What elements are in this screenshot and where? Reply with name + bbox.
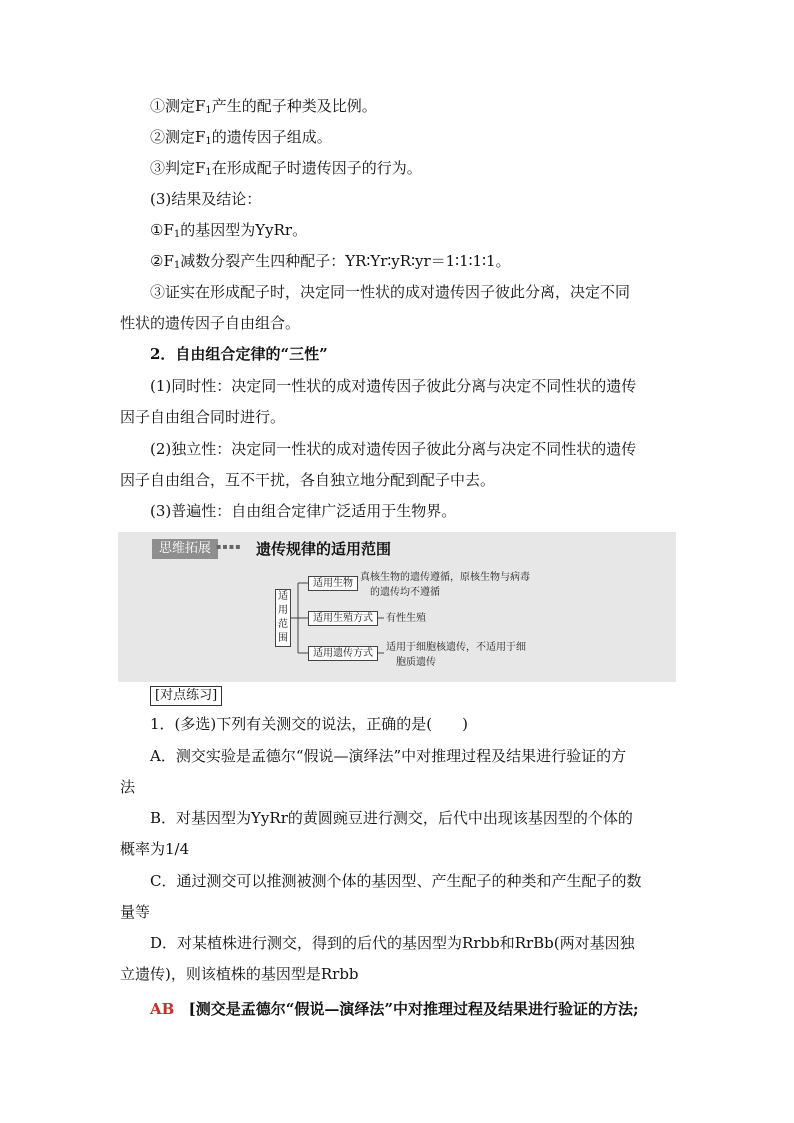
text-line [120, 91, 676, 122]
text-line [120, 246, 676, 277]
subscript: 1 [205, 136, 212, 147]
branch-reproduction: 适用生殖方式 [308, 611, 378, 626]
answer-key: AB [150, 1000, 175, 1018]
text-line: 因子自由组合，互不干扰，各自独立地分配到配子中去。 [120, 471, 496, 489]
answer-explanation: [测交是孟德尔“假说—演绎法”中对推理过程及结果进行验证的方法; [188, 1000, 639, 1018]
branch-organisms-desc: 的遗传均不遵循 [370, 587, 440, 598]
question-stem: 1．(多选)下列有关测交的说法，正确的是( ) [150, 715, 468, 733]
root-char: 围 [278, 633, 288, 644]
scope-root-box [275, 589, 291, 647]
branch-inheritance: 适用遗传方式 [308, 646, 378, 661]
option-c: C．通过测交可以推测被测个体的基因型、产生配子的种类和产生配子的数 [150, 872, 642, 890]
text-line [120, 153, 676, 184]
text: 减数分裂产生四种配子：YR∶Yr∶yR∶yr＝1∶1∶1∶1。 [180, 252, 511, 270]
text: 在形成配子时遗传因子的行为。 [211, 159, 422, 177]
option-d-cont: 立遗传)，则该植株的基因型是Rrbb [120, 965, 359, 983]
subscript: 1 [173, 260, 181, 271]
text: 的遗传因子组成。 [211, 128, 332, 146]
subscript: 1 [205, 105, 212, 116]
branch-organisms-desc: 真核生物的遗传遵循，原核生物与病毒 [360, 572, 530, 583]
branch-inheritance-desc: 胞质遗传 [396, 657, 436, 668]
option-a: A．测交实验是孟德尔“假说—演绎法”中对推理过程及结果进行验证的方 [150, 747, 627, 765]
branch-organisms: 适用生物 [308, 576, 358, 591]
subscript: 1 [173, 229, 181, 240]
text-line: ③证实在形成配子时，决定同一性状的成对遗传因子彼此分离，决定不同 [150, 283, 631, 301]
root-char: 范 [278, 619, 288, 630]
text: ②测定F [150, 128, 206, 146]
text: ①F [150, 221, 174, 239]
root-char: 适 [278, 591, 288, 602]
text-line: (2)独立性：决定同一性状的成对遗传因子彼此分离与决定不同性状的遗传 [150, 440, 637, 458]
option-b: B．对基因型为YyRr的黄圆豌豆进行测交，后代中出现该基因型的个体的 [150, 809, 633, 827]
branch-reproduction-desc: 有性生殖 [386, 613, 426, 624]
branch-inheritance-desc: 适用于细胞核遗传，不适用于细 [386, 642, 526, 653]
subscript: 1 [205, 167, 212, 178]
root-char: 用 [278, 605, 288, 616]
option-a-cont: 法 [120, 778, 136, 796]
text-line [120, 215, 676, 246]
text-line: 性状的遗传因子自由组合。 [120, 314, 301, 332]
text-line: (1)同时性：决定同一性状的成对遗传因子彼此分离与决定不同性状的遗传 [150, 377, 637, 395]
text: ③判定F [150, 159, 206, 177]
text: ②F [150, 252, 174, 270]
answer-line [120, 994, 676, 1025]
text-line: 因子自由组合同时进行。 [120, 408, 286, 426]
text-line [120, 122, 676, 153]
practice-tag: [对点练习] [150, 686, 222, 706]
extension-box [118, 532, 676, 682]
extension-title: 遗传规律的适用范围 [256, 540, 392, 558]
text-line: (3)结果及结论： [150, 190, 262, 208]
option-c-cont: 量等 [120, 903, 151, 921]
section-heading: 2．自由组合定律的“三性” [150, 345, 328, 363]
option-d: D．对某植株进行测交，得到的后代的基因型为Rrbb和RrBb(两对基因独 [150, 934, 635, 952]
decorative-dots: ▪▪▪▪ [216, 542, 242, 551]
text: 的基因型为YyRr。 [180, 221, 308, 239]
extension-tag: 思维拓展 [152, 539, 218, 559]
text: ①测定F [150, 97, 206, 115]
text-line: (3)普遍性：自由组合定律广泛适用于生物界。 [150, 502, 457, 520]
option-b-cont: 概率为1/4 [120, 840, 190, 858]
text: 产生的配子种类及比例。 [211, 97, 377, 115]
